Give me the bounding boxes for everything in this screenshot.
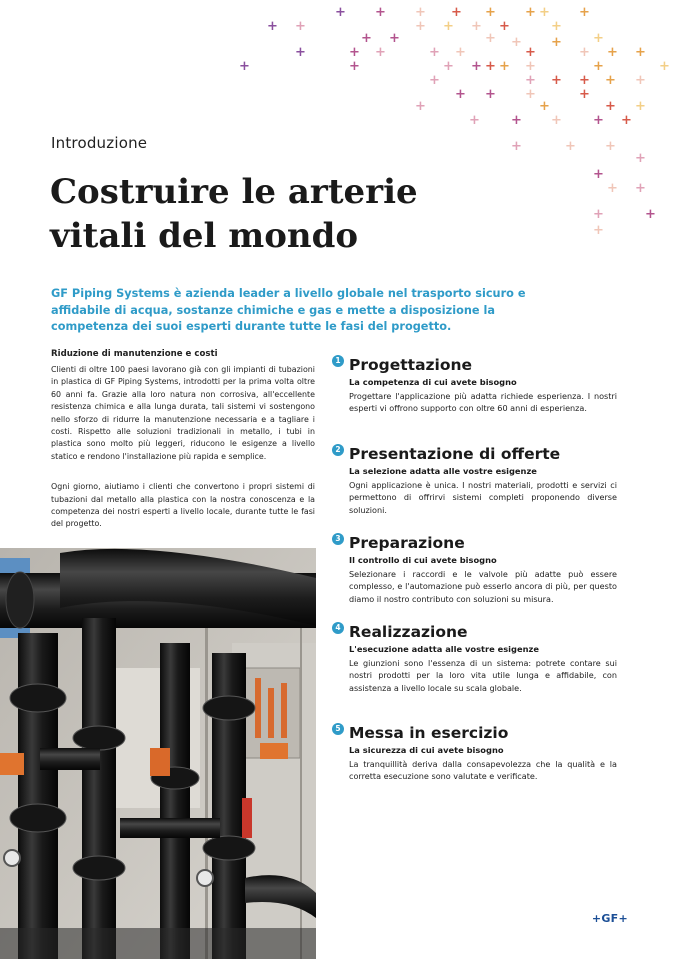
plus-icon: + [635,181,646,196]
step-description: Le giunzioni sono l'essenza di un sistema: potrete contare sui nostri prodotti per la loro vita utile lunga e affidabile, con assistenza a livello locale su scala globale. [349,658,617,693]
step-title: Messa in esercizio [349,724,509,742]
plus-icon: + [455,45,466,60]
plus-icon: + [605,73,616,88]
plus-icon: + [267,19,278,34]
left-column [51,348,315,531]
plus-icon: + [455,87,466,102]
step-number-badge: 2 [332,444,344,456]
step-number-badge: 5 [332,723,344,735]
plus-icon: + [429,45,440,60]
plus-icon: + [511,139,522,154]
page-title: Costruire le arterie vitali del mondo [50,172,418,256]
plus-icon: + [295,19,306,34]
plus-icon: + [605,99,616,114]
plus-icon: + [551,73,562,88]
plus-icon: + [635,99,646,114]
plus-icon: + [525,73,536,88]
piping-system-photo [0,548,316,959]
plus-icon: + [239,59,250,74]
section-label: Introduzione [51,134,148,152]
step-subtitle: L'esecuzione adatta alle vostre esigenze [349,644,539,654]
plus-icon: + [471,19,482,34]
left-column-paragraph-2: Ogni giorno, aiutiamo i clienti che convertono i propri sistemi di tubazioni dal metallo alla plastica con la nostra conoscenza e la competenza dei nostri esperti a livello locale, durante tutte le fasi del progetto. [51,482,315,529]
plus-icon: + [635,45,646,60]
step-title: Preparazione [349,534,465,552]
step-subtitle: La competenza di cui avete bisogno [349,377,517,387]
intro-paragraph: GF Piping Systems è azienda leader a livello globale nel trasporto sicuro e affidabile di acqua, sostanze chimiche e gas e mette a disposizione la competenza dei suoi esperti durante tutte le fasi del progetto. [51,287,526,333]
plus-icon: + [635,151,646,166]
plus-icon: + [551,19,562,34]
step-title: Presentazione di offerte [349,445,561,463]
plus-icon: + [375,45,386,60]
step-description: Progettare l'applicazione più adatta richiede esperienza. I nostri esperti vi offrono supporto con oltre 60 anni di esperienza. [349,391,617,414]
step-subtitle: Il controllo di cui avete bisogno [349,555,497,565]
plus-icon: + [451,5,462,20]
step-number-badge: 1 [332,355,344,367]
plus-icon: + [659,59,670,74]
step-description: Ogni applicazione è unica. I nostri materiali, prodotti e servizi ci permettono di offrirvi sistemi completi proponendo diverse soluzioni. [349,480,617,515]
plus-icon: + [375,5,386,20]
plus-icon: + [525,45,536,60]
plus-icon: + [499,59,510,74]
plus-icon: + [349,59,360,74]
step-title: Realizzazione [349,623,468,641]
step-number-badge: 3 [332,533,344,545]
plus-icon: + [511,113,522,128]
gf-logo: +GF+ [591,912,628,925]
step-description: Selezionare i raccordi e le valvole più adatte può essere complesso, e l'automazione può esserlo ancora di più, per questo diamo il nostro contributo con soluzioni su misura. [349,569,617,604]
plus-icon: + [485,87,496,102]
plus-icon: + [551,113,562,128]
plus-icon: + [295,45,306,60]
plus-icon: + [621,113,632,128]
step-title: Progettazione [349,356,473,374]
plus-icon: + [485,5,496,20]
plus-icon: + [415,99,426,114]
plus-icon: + [525,59,536,74]
plus-icon: + [443,19,454,34]
plus-icon: + [593,113,604,128]
plus-icon: + [361,31,372,46]
plus-icon: + [429,73,440,88]
plus-icon: + [579,5,590,20]
plus-icon: + [579,87,590,102]
plus-icon: + [349,45,360,60]
plus-icon: + [415,19,426,34]
plus-icon: + [635,73,646,88]
plus-icon: + [551,35,562,50]
plus-icon: + [485,59,496,74]
step-number-badge: 4 [332,622,344,634]
plus-icon: + [565,139,576,154]
plus-icon: + [469,113,480,128]
plus-icon: + [593,59,604,74]
plus-icon: + [443,59,454,74]
left-column-paragraph-1: Clienti di oltre 100 paesi lavorano già con gli impianti di tubazioni in plastica di GF Piping Systems, introdotti per la prima volta oltre 60 anni fa. Grazie alla loro natura non corrosiva, all'eccellente resistenza chimica e alla lunga durata, tali sistemi vi sostengono nello sforzo di ridurre la manutenzione necessaria e a tagliare i costi. Rispetto alle soluzioni tradizionali in metallo, i tubi in plastica sono molto più leggeri, riducono le esigenze a livello statico e rendono l'installazione più rapida e semplice. [51,365,315,461]
plus-icon: + [593,31,604,46]
plus-icon: + [471,59,482,74]
step-subtitle: La selezione adatta alle vostre esigenze [349,466,537,476]
step-description: La tranquillità deriva dalla consapevolezza che la qualità e la corretta esecuzione sono valutate e verificate. [349,759,617,782]
plus-icon: + [593,167,604,182]
plus-icon: + [579,45,590,60]
plus-icon: + [525,5,536,20]
plus-icon: + [335,5,346,20]
step-subtitle: La sicurezza di cui avete bisogno [349,745,504,755]
plus-icon: + [415,5,426,20]
plus-icon: + [579,73,590,88]
plus-icon: + [593,207,604,222]
plus-icon: + [607,181,618,196]
plus-icon: + [485,31,496,46]
plus-icon: + [539,99,550,114]
left-column-heading: Riduzione di manutenzione e costi [51,349,218,359]
plus-icon: + [645,207,656,222]
plus-icon: + [389,31,400,46]
plus-icon: + [525,87,536,102]
plus-icon: + [607,45,618,60]
plus-icon: + [605,139,616,154]
plus-icon: + [511,35,522,50]
plus-icon: + [499,19,510,34]
plus-icon: + [539,5,550,20]
plus-icon: + [593,223,604,238]
